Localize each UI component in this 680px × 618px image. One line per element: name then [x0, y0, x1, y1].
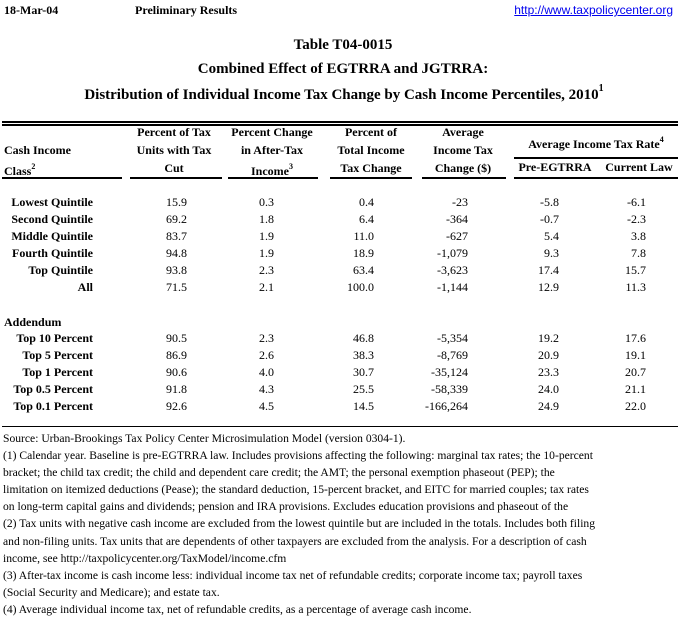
- header-underline: [228, 177, 318, 179]
- cell-avg-change: -8,769: [437, 348, 468, 362]
- table-row: [0, 262, 680, 279]
- table-row: [0, 330, 680, 347]
- footnote-line: income, see http://taxpolicycenter.org/TaxModel/income.cfm: [3, 551, 287, 565]
- cell-pre: 9.3: [544, 246, 559, 260]
- cell-pct-cut: 90.6: [166, 365, 187, 379]
- footnote-line: on long-term capital gains and dividends; pension and IRA provisions. Excludes education provisions and phaseout of the: [3, 500, 569, 514]
- cell-cur: 20.7: [625, 365, 646, 379]
- cell-pct-cut: 93.8: [166, 263, 187, 277]
- footnote-ref-4: 4: [659, 135, 664, 144]
- table-row: [0, 228, 680, 245]
- cell-pre: 19.2: [538, 331, 559, 345]
- footnote-line: (4) Average individual income tax, net of refundable credits, as a percentage of average cash income.: [3, 602, 472, 616]
- footnote-line: bracket; the child tax credit; the child and dependent care credit; the AMT; the personal exemption phaseout (PEP); the: [3, 466, 555, 480]
- cell-pct-change: 4.0: [259, 365, 274, 379]
- cell-avg-change: -58,339: [431, 382, 468, 396]
- cell-pct-change: 2.3: [259, 263, 274, 277]
- col-header-cash-income-class: [4, 141, 104, 180]
- col-group-label: Average Income Tax Rate: [528, 137, 660, 151]
- row-label: Middle Quintile: [11, 229, 93, 243]
- cell-pct-change: 4.3: [259, 382, 274, 396]
- table-row: [0, 245, 680, 262]
- cell-pct-change: 2.6: [259, 348, 274, 362]
- cell-pct-change: 1.8: [259, 212, 274, 226]
- cell-pct-cut: 86.9: [166, 348, 187, 362]
- report-status: Preliminary Results: [135, 3, 238, 17]
- cell-pre: 17.4: [538, 263, 559, 277]
- footnote-line: (2) Tax units with negative cash income are excluded from the lowest quintile but are included in the totals. Includes both filing: [3, 517, 596, 531]
- table-row: [0, 364, 680, 381]
- col-header-line: Cut: [164, 161, 184, 175]
- col-header-current-law: Current Law: [605, 160, 673, 174]
- col-header-label: Cash Income Class: [4, 143, 72, 178]
- cell-pct-cut: 15.9: [166, 195, 187, 209]
- cell-pct-cut: 71.5: [166, 280, 187, 294]
- col-header-pct-change-after-tax: [224, 123, 320, 180]
- cell-cur: 22.0: [625, 399, 646, 413]
- header-underline: [422, 177, 506, 179]
- footnote-line: (1) Calendar year. Baseline is pre-EGTRRA law. Includes provisions affecting the following: marginal tax rates; the 10-percent: [3, 449, 593, 463]
- cell-pct-total: 46.8: [353, 331, 374, 345]
- cell-avg-change: -3,623: [437, 263, 468, 277]
- table-id: Table T04-0015: [293, 37, 393, 53]
- col-header-line: Percent Change: [231, 125, 313, 139]
- cell-avg-change: -364: [446, 212, 468, 226]
- website-link[interactable]: http://www.taxpolicycenter.org: [514, 3, 673, 17]
- col-header-line: Income: [251, 164, 289, 178]
- cell-pct-total: 38.3: [353, 348, 374, 362]
- table-row: [0, 381, 680, 398]
- footnote-line: limitation on itemized deductions (Pease); the standard deduction, 15-percent bracket, and EITC for married couples; tax rates: [3, 483, 589, 497]
- cell-avg-change: -627: [446, 229, 468, 243]
- col-group-avg-tax-rate: [514, 132, 678, 153]
- col-header-line: Income Tax: [433, 143, 493, 157]
- cell-cur: -2.3: [627, 212, 646, 226]
- cell-pct-total: 18.9: [353, 246, 374, 260]
- cell-pct-cut: 94.8: [166, 246, 187, 260]
- footnote-line: (Social Security and Medicare); and estate tax.: [3, 585, 220, 599]
- footnote-ref-3: 3: [289, 162, 293, 171]
- cell-cur: 17.6: [625, 331, 646, 345]
- cell-cur: 15.7: [625, 263, 646, 277]
- cell-pct-total: 63.4: [353, 263, 374, 277]
- col-header-line: Tax Change: [340, 161, 402, 175]
- cell-cur: 11.3: [625, 280, 646, 294]
- cell-pct-cut: 83.7: [166, 229, 187, 243]
- table-subtitle-text: Distribution of Individual Income Tax Change by Cash Income Percentiles, 2010: [84, 87, 599, 103]
- table-bottom-rule: [2, 426, 678, 427]
- cell-pre: -0.7: [540, 212, 559, 226]
- row-label: Top 10 Percent: [16, 331, 93, 345]
- cell-pct-change: 2.1: [259, 280, 274, 294]
- addendum-label: Addendum: [4, 315, 62, 329]
- cell-pct-total: 11.0: [353, 229, 374, 243]
- cell-pct-change: 1.9: [259, 229, 274, 243]
- col-header-line: Total Income: [337, 143, 405, 157]
- cell-pct-cut: 92.6: [166, 399, 187, 413]
- table-row: [0, 194, 680, 211]
- row-label: Top Quintile: [28, 263, 93, 277]
- row-label: Top 1 Percent: [22, 365, 93, 379]
- table-row: [0, 211, 680, 228]
- table-title: Combined Effect of EGTRRA and JGTRRA:: [197, 61, 489, 77]
- footnote-line: and non-filing units. Tax units that are dependents of other taxpayers are excluded from the analysis. For a description of cash: [3, 534, 587, 548]
- cell-pre: 23.3: [538, 365, 559, 379]
- col-header-pct-tax-cut: [128, 123, 220, 177]
- cell-pct-total: 6.4: [359, 212, 374, 226]
- cell-pct-cut: 90.5: [166, 331, 187, 345]
- cell-pre: -5.8: [540, 195, 559, 209]
- header-underline: [514, 177, 678, 179]
- footnote-ref-2: 2: [31, 162, 36, 171]
- cell-pre: 12.9: [538, 280, 559, 294]
- cell-pct-change: 4.5: [259, 399, 274, 413]
- footnote-line: (3) After-tax income is cash income less: individual income tax net of refundable credits; corporate income tax; payroll taxes: [3, 568, 583, 582]
- col-header-pre-egtrra: Pre-EGTRRA: [518, 160, 592, 174]
- cell-pct-change: 0.3: [259, 195, 274, 209]
- cell-pre: 5.4: [544, 229, 559, 243]
- table-notes: [3, 430, 679, 618]
- table-row: [0, 347, 680, 364]
- cell-pct-total: 30.7: [353, 365, 374, 379]
- col-header-line: Average: [442, 125, 484, 139]
- col-header-line: Percent of: [344, 125, 398, 139]
- col-header-avg-tax-change: [420, 123, 506, 177]
- col-header-line: in After-Tax: [240, 143, 304, 157]
- cell-avg-change: -35,124: [431, 365, 468, 379]
- cell-pct-cut: 69.2: [166, 212, 187, 226]
- row-label: Top 0.1 Percent: [13, 399, 93, 413]
- cell-avg-change: -1,144: [437, 280, 468, 294]
- cell-pre: 24.9: [538, 399, 559, 413]
- table-row: [0, 279, 680, 296]
- cell-pct-total: 100.0: [347, 280, 374, 294]
- cell-avg-change: -166,264: [425, 399, 468, 413]
- header-underline: [2, 177, 122, 179]
- cell-cur: 3.8: [631, 229, 646, 243]
- report-date: 18-Mar-04: [4, 3, 59, 17]
- cell-pct-cut: 91.8: [166, 382, 187, 396]
- col-header-line: Units with Tax: [136, 143, 212, 157]
- cell-avg-change: -1,079: [437, 246, 468, 260]
- row-label: Second Quintile: [11, 212, 93, 226]
- cell-pct-change: 1.9: [259, 246, 274, 260]
- row-label: Fourth Quintile: [11, 246, 93, 260]
- cell-pct-total: 14.5: [353, 399, 374, 413]
- source-note: Source: Urban-Brookings Tax Policy Center Microsimulation Model (version 0304-1).: [3, 432, 406, 445]
- table-subtitle: [4, 85, 680, 104]
- header-underline: [330, 177, 412, 179]
- page-header: [4, 3, 676, 19]
- col-header-line: Change ($): [434, 161, 492, 175]
- cell-cur: 19.1: [625, 348, 646, 362]
- cell-cur: 21.1: [625, 382, 646, 396]
- header-underline: [130, 177, 222, 179]
- table-row: [0, 398, 680, 415]
- row-label: Top 0.5 Percent: [13, 382, 93, 396]
- cell-pre: 24.0: [538, 382, 559, 396]
- row-label: Lowest Quintile: [11, 195, 93, 209]
- cell-pct-total: 0.4: [359, 195, 374, 209]
- cell-cur: 7.8: [631, 246, 646, 260]
- cell-pre: 20.9: [538, 348, 559, 362]
- cell-avg-change: -5,354: [437, 331, 468, 345]
- cell-avg-change: -23: [452, 195, 468, 209]
- col-header-line: Percent of Tax: [137, 125, 211, 139]
- footnote-ref-1: 1: [598, 83, 604, 94]
- row-label: All: [77, 280, 93, 294]
- cell-pct-total: 25.5: [353, 382, 374, 396]
- row-label: Top 5 Percent: [22, 348, 93, 362]
- col-header-pct-total-change: [330, 123, 412, 177]
- cell-pct-change: 2.3: [259, 331, 274, 345]
- cell-cur: -6.1: [627, 195, 646, 209]
